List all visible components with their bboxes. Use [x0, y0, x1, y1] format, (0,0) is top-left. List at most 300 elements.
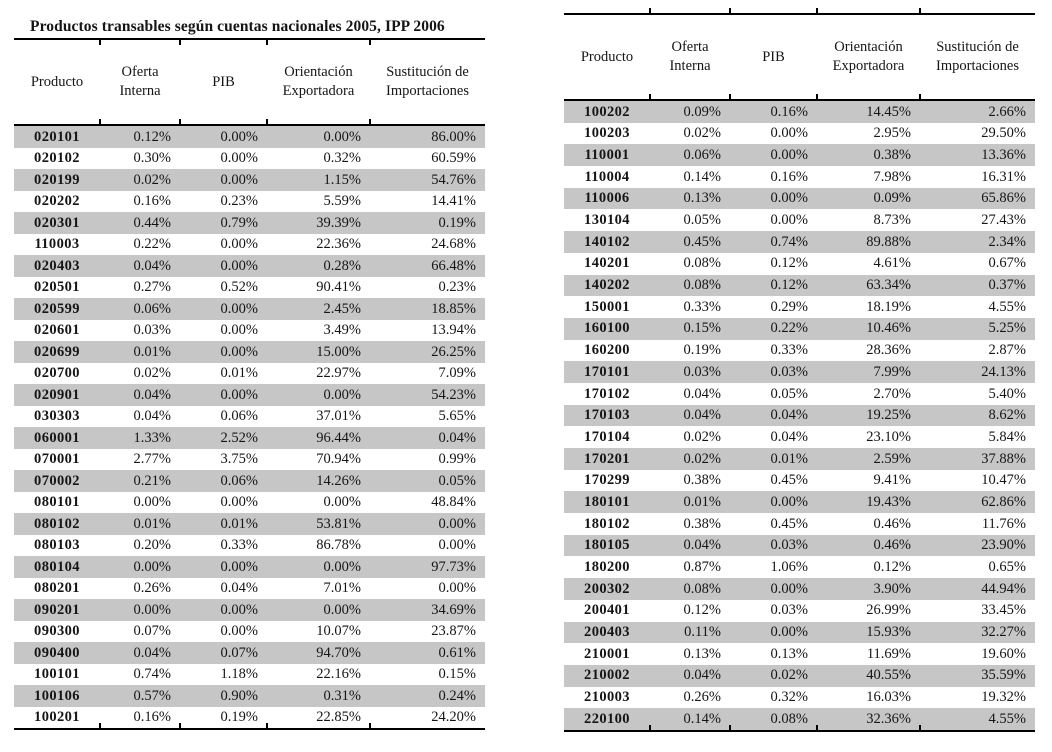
cell-orientacion-exportadora: 18.19% — [866, 298, 911, 315]
cell-oferta-interna: 0.74% — [133, 666, 171, 682]
cell-orientacion-exportadora: 0.31% — [323, 687, 361, 704]
cell-sustitucion-importaciones: 23.90% — [981, 537, 1026, 554]
cell-pib: 0.00% — [770, 190, 808, 207]
cell-orientacion-exportadora: 2.45% — [323, 300, 361, 317]
cell-product: 180101 — [584, 493, 630, 510]
table-row — [564, 209, 1035, 231]
cell-sustitucion-importaciones: 62.86% — [981, 493, 1026, 510]
cell-sustitucion-importaciones: 19.32% — [981, 689, 1026, 706]
cell-orientacion-exportadora: 0.46% — [873, 515, 911, 532]
cell-product: 030303 — [34, 408, 80, 424]
cell-pib: 0.12% — [770, 277, 808, 294]
cell-oferta-interna: 0.06% — [683, 146, 721, 163]
cell-oferta-interna: 0.02% — [133, 171, 171, 188]
cell-sustitucion-importaciones: 4.55% — [988, 710, 1026, 727]
cell-sustitucion-importaciones: 65.86% — [981, 190, 1026, 207]
cell-sustitucion-importaciones: 5.65% — [438, 408, 476, 424]
cell-sustitucion-importaciones: 0.00% — [438, 537, 476, 553]
table-row — [564, 708, 1035, 730]
cell-pib: 0.22% — [770, 320, 808, 337]
cell-pib: 0.79% — [220, 214, 258, 231]
cell-oferta-interna: 0.33% — [683, 298, 721, 315]
cell-orientacion-exportadora: 0.12% — [873, 559, 911, 576]
table-row — [14, 320, 485, 342]
cell-product: 170104 — [584, 428, 630, 445]
cell-orientacion-exportadora: 10.46% — [866, 320, 911, 337]
table-row — [564, 361, 1035, 383]
cell-sustitucion-importaciones: 0.24% — [438, 687, 476, 704]
cell-orientacion-exportadora: 22.97% — [316, 365, 361, 381]
table-row — [14, 126, 485, 148]
cell-sustitucion-importaciones: 54.76% — [431, 171, 476, 188]
cell-product: 080101 — [34, 494, 80, 510]
table-row — [564, 123, 1035, 145]
left-table — [14, 16, 485, 730]
cell-pib: 0.00% — [220, 386, 258, 403]
column-tick — [179, 40, 181, 45]
cell-orientacion-exportadora: 0.28% — [323, 257, 361, 274]
cell-orientacion-exportadora: 90.41% — [316, 279, 361, 295]
cell-product: 020102 — [34, 150, 80, 166]
cell-oferta-interna: 0.11% — [684, 624, 721, 641]
table-row — [14, 513, 485, 535]
table-row — [14, 535, 485, 557]
column-tick — [369, 723, 371, 728]
cell-pib: 0.00% — [220, 300, 258, 317]
column-tick — [266, 723, 268, 728]
header-sustitucion-importaciones: Sustitución de Importaciones — [386, 64, 469, 99]
cell-orientacion-exportadora: 40.55% — [866, 667, 911, 684]
cell-oferta-interna: 0.14% — [683, 710, 721, 727]
cell-pib: 0.04% — [220, 580, 258, 596]
cell-oferta-interna: 0.04% — [133, 644, 171, 661]
column-tick — [179, 119, 181, 124]
table-row — [564, 188, 1035, 210]
cell-sustitucion-importaciones: 0.23% — [438, 279, 476, 295]
cell-pib: 0.32% — [770, 689, 808, 706]
cell-oferta-interna: 0.00% — [133, 601, 171, 618]
cell-sustitucion-importaciones: 19.60% — [981, 645, 1026, 662]
table-row — [14, 599, 485, 621]
cell-sustitucion-importaciones: 29.50% — [981, 125, 1026, 142]
column-tick — [369, 40, 371, 45]
cell-oferta-interna: 0.05% — [683, 212, 721, 229]
cell-pib: 0.08% — [770, 710, 808, 727]
cell-product: 110001 — [584, 146, 630, 163]
table-row — [14, 556, 485, 578]
cell-sustitucion-importaciones: 0.00% — [438, 515, 476, 532]
cell-product: 020403 — [34, 257, 80, 274]
cell-product: 170201 — [584, 450, 630, 467]
cell-orientacion-exportadora: 9.41% — [873, 472, 911, 489]
cell-oferta-interna: 0.15% — [683, 320, 721, 337]
column-tick — [266, 40, 268, 45]
cell-sustitucion-importaciones: 7.09% — [438, 365, 476, 381]
table-row — [14, 492, 485, 514]
table-row — [564, 296, 1035, 318]
cell-sustitucion-importaciones: 2.66% — [988, 103, 1026, 120]
cell-pib: 0.00% — [770, 146, 808, 163]
cell-pib: 2.52% — [220, 429, 258, 446]
cell-sustitucion-importaciones: 14.41% — [431, 193, 476, 209]
column-tick — [816, 725, 818, 730]
cell-pib: 0.45% — [770, 472, 808, 489]
table-row — [564, 578, 1035, 600]
cell-orientacion-exportadora: 19.43% — [866, 493, 911, 510]
cell-oferta-interna: 0.06% — [133, 300, 171, 317]
cell-orientacion-exportadora: 0.00% — [323, 128, 361, 145]
cell-oferta-interna: 0.22% — [133, 236, 171, 252]
cell-sustitucion-importaciones: 0.67% — [988, 255, 1026, 272]
cell-product: 180105 — [584, 537, 630, 554]
header-oferta-interna: Oferta Interna — [669, 39, 711, 74]
right-table — [564, 13, 1035, 732]
cell-product: 130104 — [584, 212, 630, 229]
cell-orientacion-exportadora: 11.69% — [866, 645, 911, 662]
column-tick — [649, 8, 651, 13]
cell-pib: 0.23% — [220, 193, 258, 209]
cell-pib: 0.06% — [220, 472, 258, 489]
column-tick — [729, 94, 731, 99]
cell-oferta-interna: 0.02% — [133, 365, 171, 381]
table-row — [564, 665, 1035, 687]
cell-sustitucion-importaciones: 5.25% — [988, 320, 1026, 337]
cell-sustitucion-importaciones: 8.62% — [988, 407, 1026, 424]
cell-orientacion-exportadora: 22.36% — [316, 236, 361, 252]
table-row — [564, 556, 1035, 578]
cell-oferta-interna: 0.03% — [683, 363, 721, 380]
cell-orientacion-exportadora: 3.49% — [323, 322, 361, 338]
table-row — [14, 621, 485, 643]
table-row — [564, 426, 1035, 448]
header-oferta-interna: Oferta Interna — [119, 64, 161, 99]
cell-oferta-interna: 0.14% — [683, 168, 721, 185]
cell-pib: 0.01% — [220, 365, 258, 381]
cell-orientacion-exportadora: 3.90% — [873, 580, 911, 597]
cell-oferta-interna: 0.12% — [133, 128, 171, 145]
cell-pib: 0.00% — [220, 494, 258, 510]
cell-oferta-interna: 0.08% — [683, 580, 721, 597]
right-table-body — [564, 101, 1035, 730]
cell-pib: 0.01% — [220, 515, 258, 532]
table-row — [14, 234, 485, 256]
cell-product: 110003 — [34, 236, 80, 252]
title-rule — [14, 38, 485, 40]
cell-product: 210003 — [584, 689, 630, 706]
cell-product: 210001 — [584, 645, 630, 662]
column-tick — [649, 725, 651, 730]
cell-oferta-interna: 0.04% — [683, 537, 721, 554]
cell-product: 200403 — [584, 624, 630, 641]
cell-orientacion-exportadora: 28.36% — [866, 342, 911, 359]
cell-orientacion-exportadora: 7.98% — [873, 168, 911, 185]
cell-orientacion-exportadora: 22.85% — [316, 709, 361, 725]
cell-sustitucion-importaciones: 16.31% — [981, 168, 1026, 185]
right-header-rule — [564, 99, 1035, 101]
column-tick — [99, 723, 101, 728]
cell-oferta-interna: 0.00% — [133, 494, 171, 510]
cell-orientacion-exportadora: 2.95% — [873, 125, 911, 142]
table-row — [564, 491, 1035, 513]
cell-pib: 0.07% — [220, 644, 258, 661]
cell-sustitucion-importaciones: 66.48% — [431, 257, 476, 274]
table-row — [14, 277, 485, 299]
cell-pib: 0.00% — [220, 343, 258, 360]
table-row — [564, 340, 1035, 362]
cell-sustitucion-importaciones: 0.19% — [438, 214, 476, 231]
cell-orientacion-exportadora: 23.10% — [866, 428, 911, 445]
cell-orientacion-exportadora: 0.46% — [873, 537, 911, 554]
cell-oferta-interna: 0.38% — [683, 472, 721, 489]
cell-pib: 3.75% — [220, 451, 258, 467]
cell-sustitucion-importaciones: 4.55% — [988, 298, 1026, 315]
cell-pib: 0.00% — [220, 322, 258, 338]
cell-oferta-interna: 0.16% — [133, 709, 171, 725]
cell-sustitucion-importaciones: 26.25% — [431, 343, 476, 360]
cell-oferta-interna: 0.16% — [133, 193, 171, 209]
cell-orientacion-exportadora: 14.45% — [866, 103, 911, 120]
cell-pib: 0.00% — [770, 212, 808, 229]
cell-product: 150001 — [584, 298, 630, 315]
cell-product: 180102 — [584, 515, 630, 532]
cell-product: 020699 — [34, 343, 80, 360]
cell-orientacion-exportadora: 7.99% — [873, 363, 911, 380]
cell-oferta-interna: 0.12% — [683, 602, 721, 619]
header-orientacion-exportadora: Orientación Exportadora — [282, 64, 355, 99]
cell-product: 070001 — [34, 451, 80, 467]
column-tick — [729, 8, 731, 13]
table-row — [14, 384, 485, 406]
cell-product: 100201 — [34, 709, 80, 725]
cell-pib: 0.01% — [770, 450, 808, 467]
cell-sustitucion-importaciones: 60.59% — [431, 150, 476, 166]
cell-oferta-interna: 0.01% — [133, 515, 171, 532]
cell-pib: 0.33% — [770, 342, 808, 359]
table-row — [14, 427, 485, 449]
column-header-row — [14, 40, 485, 124]
cell-sustitucion-importaciones: 24.20% — [431, 709, 476, 725]
column-tick — [369, 119, 371, 124]
table-row — [14, 191, 485, 213]
right-bottom-rule — [564, 730, 1035, 732]
table-row — [14, 255, 485, 277]
header-producto: Producto — [580, 48, 634, 65]
cell-pib: 0.06% — [220, 408, 258, 424]
cell-sustitucion-importaciones: 0.65% — [988, 559, 1026, 576]
cell-orientacion-exportadora: 2.59% — [873, 450, 911, 467]
cell-oferta-interna: 0.02% — [683, 125, 721, 142]
table-row — [14, 169, 485, 191]
cell-oferta-interna: 0.03% — [133, 322, 171, 338]
cell-pib: 0.74% — [770, 233, 808, 250]
cell-sustitucion-importaciones: 10.47% — [981, 472, 1026, 489]
cell-product: 140102 — [584, 233, 630, 250]
column-header-row — [564, 15, 1035, 99]
cell-pib: 1.06% — [770, 559, 808, 576]
right-top-rule — [564, 13, 1035, 15]
cell-orientacion-exportadora: 70.94% — [316, 451, 361, 467]
cell-pib: 0.00% — [770, 624, 808, 641]
cell-orientacion-exportadora: 32.36% — [866, 710, 911, 727]
cell-oferta-interna: 0.87% — [683, 559, 721, 576]
column-tick — [919, 94, 921, 99]
table-row — [14, 449, 485, 471]
cell-orientacion-exportadora: 0.00% — [323, 558, 361, 575]
cell-sustitucion-importaciones: 18.85% — [431, 300, 476, 317]
cell-oferta-interna: 2.77% — [133, 451, 171, 467]
cell-oferta-interna: 0.08% — [683, 277, 721, 294]
cell-product: 170102 — [584, 385, 630, 402]
column-tick — [179, 723, 181, 728]
cell-orientacion-exportadora: 0.32% — [323, 150, 361, 166]
cell-product: 080102 — [34, 515, 80, 532]
cell-sustitucion-importaciones: 2.34% — [988, 233, 1026, 250]
cell-sustitucion-importaciones: 0.00% — [438, 580, 476, 596]
cell-orientacion-exportadora: 15.93% — [866, 624, 911, 641]
cell-pib: 1.18% — [220, 666, 258, 682]
cell-product: 100106 — [34, 687, 80, 704]
table-row — [564, 600, 1035, 622]
cell-sustitucion-importaciones: 5.84% — [988, 428, 1026, 445]
cell-pib: 0.00% — [220, 257, 258, 274]
table-row — [564, 231, 1035, 253]
left-header-rule — [14, 124, 485, 126]
cell-oferta-interna: 0.21% — [133, 472, 171, 489]
cell-pib: 0.16% — [770, 103, 808, 120]
cell-pib: 0.04% — [770, 407, 808, 424]
table-row — [14, 148, 485, 170]
cell-product: 110004 — [584, 168, 630, 185]
cell-pib: 0.03% — [770, 602, 808, 619]
cell-sustitucion-importaciones: 0.37% — [988, 277, 1026, 294]
cell-orientacion-exportadora: 86.78% — [316, 537, 361, 553]
cell-product: 140202 — [584, 277, 630, 294]
table-row — [564, 535, 1035, 557]
table-row — [564, 643, 1035, 665]
cell-product: 110006 — [584, 190, 630, 207]
cell-oferta-interna: 0.04% — [133, 257, 171, 274]
cell-orientacion-exportadora: 0.38% — [873, 146, 911, 163]
table-row — [14, 578, 485, 600]
cell-product: 160200 — [584, 342, 630, 359]
cell-orientacion-exportadora: 96.44% — [316, 429, 361, 446]
cell-pib: 0.33% — [220, 537, 258, 553]
table-row — [564, 470, 1035, 492]
cell-pib: 0.90% — [220, 687, 258, 704]
cell-sustitucion-importaciones: 35.59% — [981, 667, 1026, 684]
cell-orientacion-exportadora: 94.70% — [316, 644, 361, 661]
cell-product: 090300 — [34, 623, 80, 639]
cell-orientacion-exportadora: 0.00% — [323, 494, 361, 510]
cell-product: 060001 — [34, 429, 80, 446]
cell-orientacion-exportadora: 0.00% — [323, 601, 361, 618]
cell-sustitucion-importaciones: 0.04% — [438, 429, 476, 446]
column-tick — [816, 94, 818, 99]
cell-product: 080103 — [34, 537, 80, 553]
cell-pib: 0.03% — [770, 363, 808, 380]
cell-orientacion-exportadora: 0.00% — [323, 386, 361, 403]
cell-orientacion-exportadora: 53.81% — [316, 515, 361, 532]
column-tick — [649, 94, 651, 99]
cell-orientacion-exportadora: 5.59% — [323, 193, 361, 209]
cell-orientacion-exportadora: 26.99% — [866, 602, 911, 619]
table-title: Productos transables según cuentas nacionales 2005, IPP 2006 — [30, 18, 445, 35]
header-producto: Producto — [30, 73, 84, 90]
cell-oferta-interna: 0.13% — [683, 190, 721, 207]
table-row — [564, 275, 1035, 297]
cell-oferta-interna: 0.08% — [683, 255, 721, 272]
cell-pib: 0.00% — [770, 580, 808, 597]
cell-oferta-interna: 0.26% — [683, 689, 721, 706]
table-row — [564, 513, 1035, 535]
cell-orientacion-exportadora: 19.25% — [866, 407, 911, 424]
cell-pib: 0.04% — [770, 428, 808, 445]
cell-product: 100202 — [584, 103, 630, 120]
table-row — [14, 363, 485, 385]
cell-orientacion-exportadora: 10.07% — [316, 623, 361, 639]
cell-product: 170103 — [584, 407, 630, 424]
cell-oferta-interna: 0.38% — [683, 515, 721, 532]
cell-product: 020202 — [34, 193, 80, 209]
cell-sustitucion-importaciones: 34.69% — [431, 601, 476, 618]
cell-sustitucion-importaciones: 48.84% — [431, 494, 476, 510]
column-tick — [919, 8, 921, 13]
cell-orientacion-exportadora: 2.70% — [873, 385, 911, 402]
cell-oferta-interna: 0.44% — [133, 214, 171, 231]
cell-sustitucion-importaciones: 23.87% — [431, 623, 476, 639]
cell-sustitucion-importaciones: 5.40% — [988, 385, 1026, 402]
cell-oferta-interna: 0.02% — [683, 450, 721, 467]
cell-pib: 0.45% — [770, 515, 808, 532]
cell-orientacion-exportadora: 1.15% — [323, 171, 361, 188]
cell-product: 180200 — [584, 559, 630, 576]
cell-product: 170101 — [584, 363, 630, 380]
cell-oferta-interna: 0.19% — [683, 342, 721, 359]
cell-pib: 0.00% — [220, 150, 258, 166]
cell-product: 100203 — [584, 125, 630, 142]
cell-sustitucion-importaciones: 11.76% — [981, 515, 1026, 532]
cell-oferta-interna: 0.04% — [133, 386, 171, 403]
cell-oferta-interna: 0.20% — [133, 537, 171, 553]
cell-sustitucion-importaciones: 24.68% — [431, 236, 476, 252]
table-row — [564, 405, 1035, 427]
cell-oferta-interna: 1.33% — [133, 429, 171, 446]
cell-sustitucion-importaciones: 24.13% — [981, 363, 1026, 380]
column-tick — [266, 119, 268, 124]
cell-pib: 0.00% — [770, 493, 808, 510]
column-tick — [919, 725, 921, 730]
cell-oferta-interna: 0.02% — [683, 428, 721, 445]
cell-product: 020599 — [34, 300, 80, 317]
cell-pib: 0.00% — [220, 601, 258, 618]
cell-pib: 0.13% — [770, 645, 808, 662]
table-row — [564, 144, 1035, 166]
column-tick — [99, 40, 101, 45]
cell-oferta-interna: 0.07% — [133, 623, 171, 639]
cell-product: 020101 — [34, 128, 80, 145]
cell-product: 080201 — [34, 580, 80, 596]
cell-orientacion-exportadora: 37.01% — [316, 408, 361, 424]
cell-sustitucion-importaciones: 86.00% — [431, 128, 476, 145]
table-row — [564, 622, 1035, 644]
table-row — [564, 687, 1035, 709]
table-row — [14, 406, 485, 428]
table-row — [564, 383, 1035, 405]
cell-pib: 0.00% — [220, 128, 258, 145]
cell-product: 020501 — [34, 279, 80, 295]
cell-sustitucion-importaciones: 97.73% — [431, 558, 476, 575]
table-row — [14, 707, 485, 729]
